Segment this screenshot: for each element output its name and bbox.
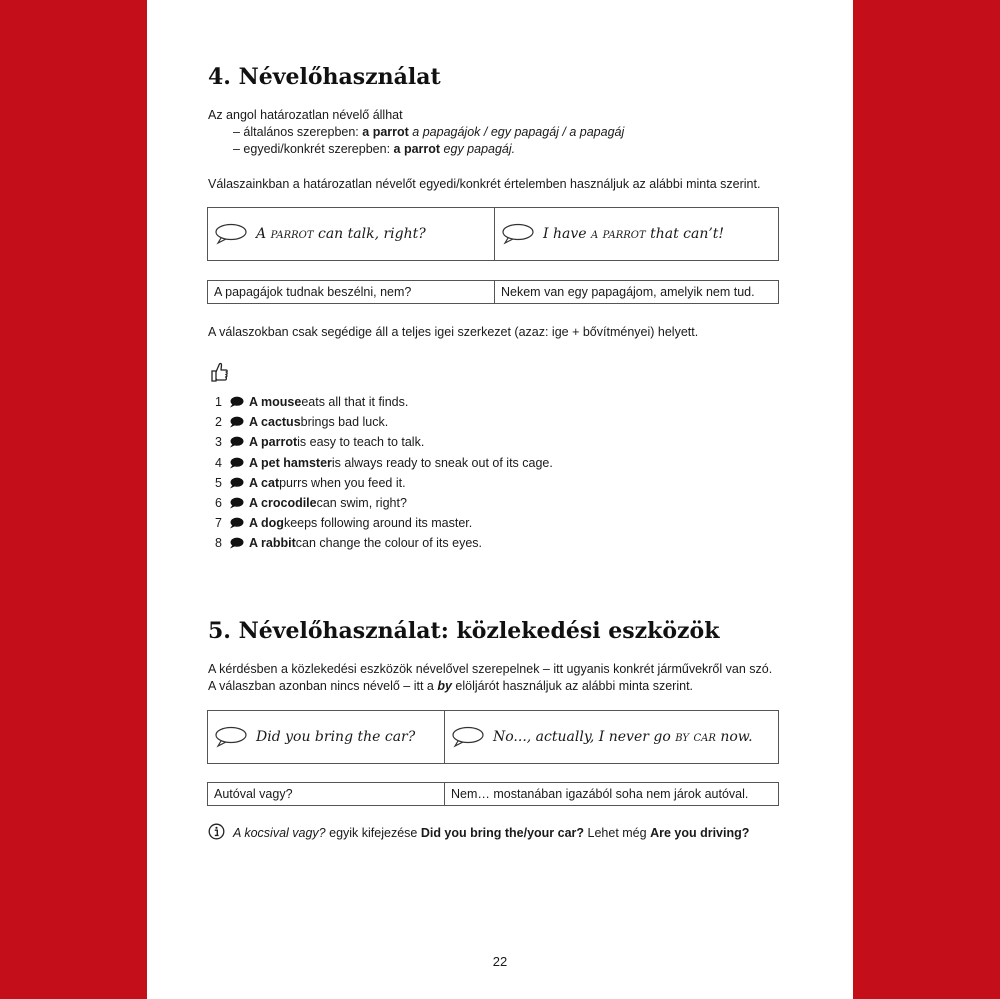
info-note — [233, 825, 749, 842]
translation-answer: Nekem van egy papagájom, amelyik nem tud. — [494, 281, 778, 303]
section-4-title: 4. Névelőhasználat — [208, 64, 441, 90]
speech-bubble-filled-icon — [229, 396, 249, 408]
dialog-question-pre: A — [256, 226, 271, 242]
exercise-subject: A cactus — [249, 415, 301, 430]
translation-question-2: Autóval vagy? — [214, 787, 293, 801]
translation-answer-2: Nem… mostanában igazából soha nem járok autóval. — [444, 783, 778, 805]
speech-bubble-icon — [451, 726, 485, 748]
speech-bubble-filled-icon — [229, 497, 249, 509]
exercise-subject: A mouse — [249, 395, 302, 410]
example-dialog-box-2 — [207, 710, 779, 764]
info-mid: egyik kifejezése — [325, 826, 421, 840]
usage-general-bold: a parrot — [362, 125, 409, 139]
dialog-answer-post: that can’t! — [645, 226, 725, 242]
speech-bubble-filled-icon — [229, 436, 249, 448]
usage-general-italic: a papagájok / egy papagáj / a papagáj — [408, 125, 625, 139]
exercise-item — [215, 412, 553, 432]
speech-bubble-icon — [501, 223, 535, 245]
dialog-question-text-2: Did you bring the car? — [256, 729, 416, 745]
dialog-answer-2-post: now. — [715, 729, 753, 745]
exercise-list — [215, 392, 553, 554]
speech-bubble-filled-icon — [229, 477, 249, 489]
dialog-answer-cell — [494, 208, 778, 260]
translation-box-2 — [207, 782, 779, 806]
document-page — [147, 0, 853, 999]
exercise-subject: A cat — [249, 475, 280, 490]
exercise-text: brings bad luck. — [300, 415, 389, 430]
exercise-text: is easy to teach to talk. — [297, 435, 425, 450]
exercise-text: keeps following around its master. — [283, 516, 473, 531]
thumbs-up-icon — [209, 361, 229, 383]
exercise-item — [215, 513, 553, 533]
exercise-number: 2 — [215, 415, 222, 430]
speech-bubble-filled-icon — [229, 457, 249, 469]
dialog-answer-text — [543, 226, 724, 242]
info-mid-2: Lehet még — [584, 826, 651, 840]
section-4-instruction: Válaszainkban a határozatlan névelőt egyedi/konkrét értelemben használjuk az alábbi minta szerint. — [208, 177, 761, 191]
speech-bubble-icon — [214, 223, 248, 245]
section-5-title: 5. Névelőhasználat: közlekedési eszközök — [208, 618, 720, 644]
info-icon — [208, 823, 225, 840]
info-italic: A kocsival vagy? — [233, 826, 326, 840]
section-5-line-2 — [208, 678, 693, 695]
exercise-item — [215, 493, 553, 513]
exercise-subject: A pet hamster — [249, 455, 332, 470]
dialog-answer-2-pre: No..., actually, I never go — [493, 729, 676, 745]
exercise-number: 6 — [215, 496, 222, 511]
usage-general-prefix: – általános szerepben: — [233, 125, 363, 139]
info-bold-1: Did you bring the/your car? — [420, 826, 585, 840]
exercise-subject: A parrot — [249, 435, 298, 450]
section-4-intro: Az angol határozatlan névelő állhat — [208, 108, 403, 122]
page-number: 22 — [492, 954, 508, 969]
usage-general-line — [233, 124, 624, 141]
dialog-question-cell-2 — [208, 711, 444, 763]
translation-question: A papagájok tudnak beszélni, nem? — [214, 285, 412, 299]
example-dialog-box — [207, 207, 779, 261]
exercise-number: 1 — [215, 395, 222, 410]
exercise-subject: A crocodile — [249, 496, 317, 511]
dialog-answer-pre: I have — [543, 226, 591, 242]
section-5-line-1: A kérdésben a közlekedési eszközök névelővel szerepelnek – itt ugyanis konkrét járművekről van szó. — [208, 662, 773, 676]
speech-bubble-icon — [214, 726, 248, 748]
speech-bubble-filled-icon — [229, 537, 249, 549]
exercise-text: purrs when you feed it. — [279, 475, 406, 490]
exercise-number: 7 — [215, 516, 222, 531]
dialog-question-smallcaps: parrot — [270, 226, 314, 242]
section-5-by-word: by — [437, 679, 452, 693]
exercise-number: 4 — [215, 455, 222, 470]
info-bold-2: Are you driving? — [650, 826, 750, 840]
section-5-line-2-post: elöljárót használjuk az alábbi minta szerint. — [451, 679, 694, 693]
exercise-item — [215, 432, 553, 452]
exercise-text: can swim, right? — [316, 496, 407, 511]
dialog-answer-text-2 — [493, 729, 753, 745]
dialog-question-cell — [208, 208, 494, 260]
usage-specific-bold: a parrot — [393, 142, 441, 156]
usage-specific-prefix: – egyedi/konkrét szerepben: — [233, 142, 394, 156]
exercise-number: 8 — [215, 536, 222, 551]
exercise-text: eats all that it finds. — [301, 395, 409, 410]
exercise-number: 3 — [215, 435, 222, 450]
dialog-question-text — [256, 226, 426, 242]
translation-box — [207, 280, 779, 304]
exercise-subject: A rabbit — [249, 536, 296, 551]
speech-bubble-filled-icon — [229, 517, 249, 529]
exercise-text: can change the colour of its eyes. — [295, 536, 482, 551]
usage-specific-line — [233, 141, 515, 158]
dialog-question-post: can talk, right? — [313, 226, 426, 242]
exercise-item — [215, 533, 553, 553]
section-4-note: A válaszokban csak segédige áll a teljes igei szerkezet (azaz: ige + bővítményei) helyett. — [208, 325, 699, 339]
exercise-item — [215, 392, 553, 412]
exercise-item — [215, 453, 553, 473]
dialog-answer-2-smallcaps: by car — [675, 729, 716, 745]
section-5-line-2-pre: A válaszban azonban nincs névelő – itt a — [208, 679, 438, 693]
exercise-subject: A dog — [249, 516, 284, 531]
exercise-item — [215, 473, 553, 493]
usage-specific-italic: egy papagáj. — [440, 142, 516, 156]
speech-bubble-filled-icon — [229, 416, 249, 428]
dialog-answer-smallcaps: a parrot — [591, 226, 646, 242]
dialog-answer-cell-2 — [444, 711, 778, 763]
exercise-number: 5 — [215, 475, 222, 490]
exercise-text: is always ready to sneak out of its cage. — [331, 455, 553, 470]
